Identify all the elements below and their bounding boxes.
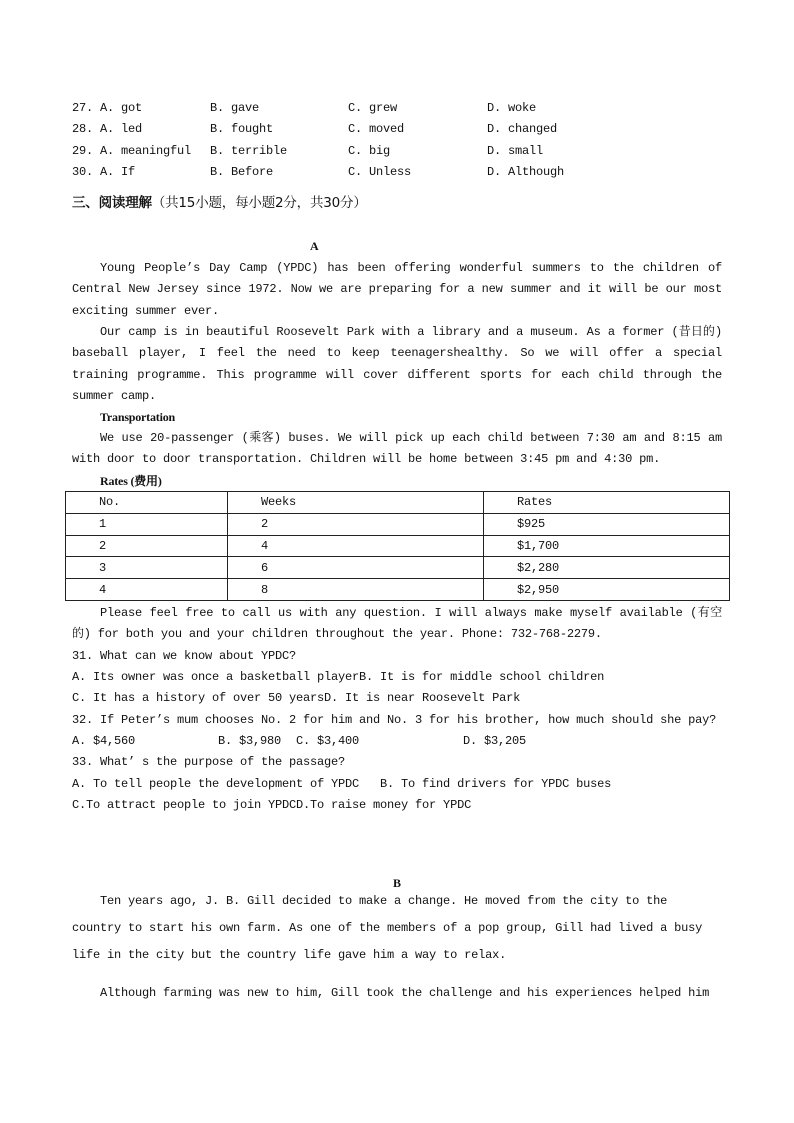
table-cell: $2,950 bbox=[484, 579, 730, 601]
section-title-bold: 三、阅读理解 bbox=[72, 195, 152, 211]
section-title-rest: （共15小题，每小题2分，共30分） bbox=[151, 195, 367, 211]
question-number: 30. bbox=[72, 165, 94, 179]
option-b: B. Before bbox=[210, 165, 274, 179]
closing-paragraph: Please feel free to call us with any question. I will always make myself available (有空的) for both you and your children throughout the year. Phone: 732-768-2279. bbox=[72, 606, 722, 642]
table-header-cell: Rates bbox=[484, 492, 730, 514]
question-32-option-a: A. $4,560 bbox=[72, 734, 136, 748]
table-row bbox=[66, 579, 730, 601]
option-b: B. gave bbox=[210, 101, 260, 115]
question-33-options-ab: A. To tell people the development of YPDC B. To find drivers for YPDC buses bbox=[72, 777, 612, 791]
section-title bbox=[72, 194, 367, 212]
table-row bbox=[66, 557, 730, 579]
passage-b-paragraph-2: Although farming was new to him, Gill took the challenge and his experiences helped him bbox=[100, 986, 710, 1000]
table-header-cell: No. bbox=[66, 492, 228, 514]
passage-b-letter: B bbox=[393, 876, 401, 890]
question-31-options-ab: A. Its owner was once a basketball playerB. It is for middle school children bbox=[72, 670, 605, 684]
table-cell: 4 bbox=[66, 579, 228, 601]
passage-b-paragraph-1: Ten years ago, J. B. Gill decided to make a change. He moved from the city to the country to start his own farm. As one of the members of a pop group, Gill had lived a busy life in the city but the country life gave him a way to relax. bbox=[72, 894, 703, 962]
table-cell: 6 bbox=[228, 557, 484, 579]
question-31-options-cd: C. It has a history of over 50 yearsD. It is near Roosevelt Park bbox=[72, 691, 521, 705]
passage-a-paragraph-1: Young People’s Day Camp (YPDC) has been offering wonderful summers to the children of Central New Jersey since 1972. Now we are preparing for a new summer and it will be our most exciting summer ever. bbox=[72, 261, 722, 318]
passage-a-paragraph-2: Our camp is in beautiful Roosevelt Park with a library and a museum. As a former (昔日的) baseball player, I feel the need to keep teenagershealthy. So we will offer a special training programme. This programme will cover different sports for each child through the summer camp. bbox=[72, 325, 722, 403]
question-32-option-c: C. $3,400 bbox=[296, 734, 360, 748]
question-number: 28. bbox=[72, 122, 94, 136]
table-cell: $2,280 bbox=[484, 557, 730, 579]
option-a: A. If bbox=[100, 165, 136, 179]
option-c: C. moved bbox=[348, 122, 405, 136]
question-32-option-d: D. $3,205 bbox=[463, 734, 527, 748]
option-d: D. changed bbox=[487, 122, 558, 136]
rates-table bbox=[65, 491, 730, 601]
option-a: A. meaningful bbox=[100, 144, 192, 158]
question-number: 29. bbox=[72, 144, 94, 158]
option-a: A. got bbox=[100, 101, 143, 115]
option-c: C. grew bbox=[348, 101, 398, 115]
question-number: 27. bbox=[72, 101, 94, 115]
rates-heading: Rates (费用) bbox=[100, 474, 162, 488]
option-d: D. Although bbox=[487, 165, 565, 179]
table-cell: 1 bbox=[66, 513, 228, 535]
table-cell: $1,700 bbox=[484, 535, 730, 557]
option-d: D. woke bbox=[487, 101, 537, 115]
table-header-row bbox=[66, 492, 730, 514]
option-b: B. terrible bbox=[210, 144, 288, 158]
table-header-cell: Weeks bbox=[228, 492, 484, 514]
table-cell: 2 bbox=[228, 513, 484, 535]
table-cell: 4 bbox=[228, 535, 484, 557]
transportation-heading: Transportation bbox=[100, 410, 175, 424]
table-cell: 8 bbox=[228, 579, 484, 601]
option-c: C. big bbox=[348, 144, 391, 158]
table-cell: 2 bbox=[66, 535, 228, 557]
table-cell: 3 bbox=[66, 557, 228, 579]
question-33-options-cd: C.To attract people to join YPDCD.To raise money for YPDC bbox=[72, 798, 472, 812]
option-a: A. led bbox=[100, 122, 143, 136]
question-33-stem: 33. What’ s the purpose of the passage? bbox=[72, 755, 346, 769]
question-32-option-b: B. $3,980 bbox=[218, 734, 282, 748]
question-31-stem: 31. What can we know about YPDC? bbox=[72, 649, 297, 663]
transportation-paragraph: We use 20-passenger (乘客) buses. We will pick up each child between 7:30 am and 8:15 am with door to door transportation. Children will be home between 3:45 pm and 4:30 pm. bbox=[72, 431, 722, 467]
option-c: C. Unless bbox=[348, 165, 412, 179]
question-32-stem: 32. If Peter’s mum chooses No. 2 for him and No. 3 for his brother, how much should she pay? bbox=[72, 713, 717, 727]
table-row bbox=[66, 513, 730, 535]
table-cell: $925 bbox=[484, 513, 730, 535]
option-d: D. small bbox=[487, 144, 544, 158]
option-b: B. fought bbox=[210, 122, 274, 136]
table-row bbox=[66, 535, 730, 557]
passage-a-letter: A bbox=[310, 239, 319, 253]
